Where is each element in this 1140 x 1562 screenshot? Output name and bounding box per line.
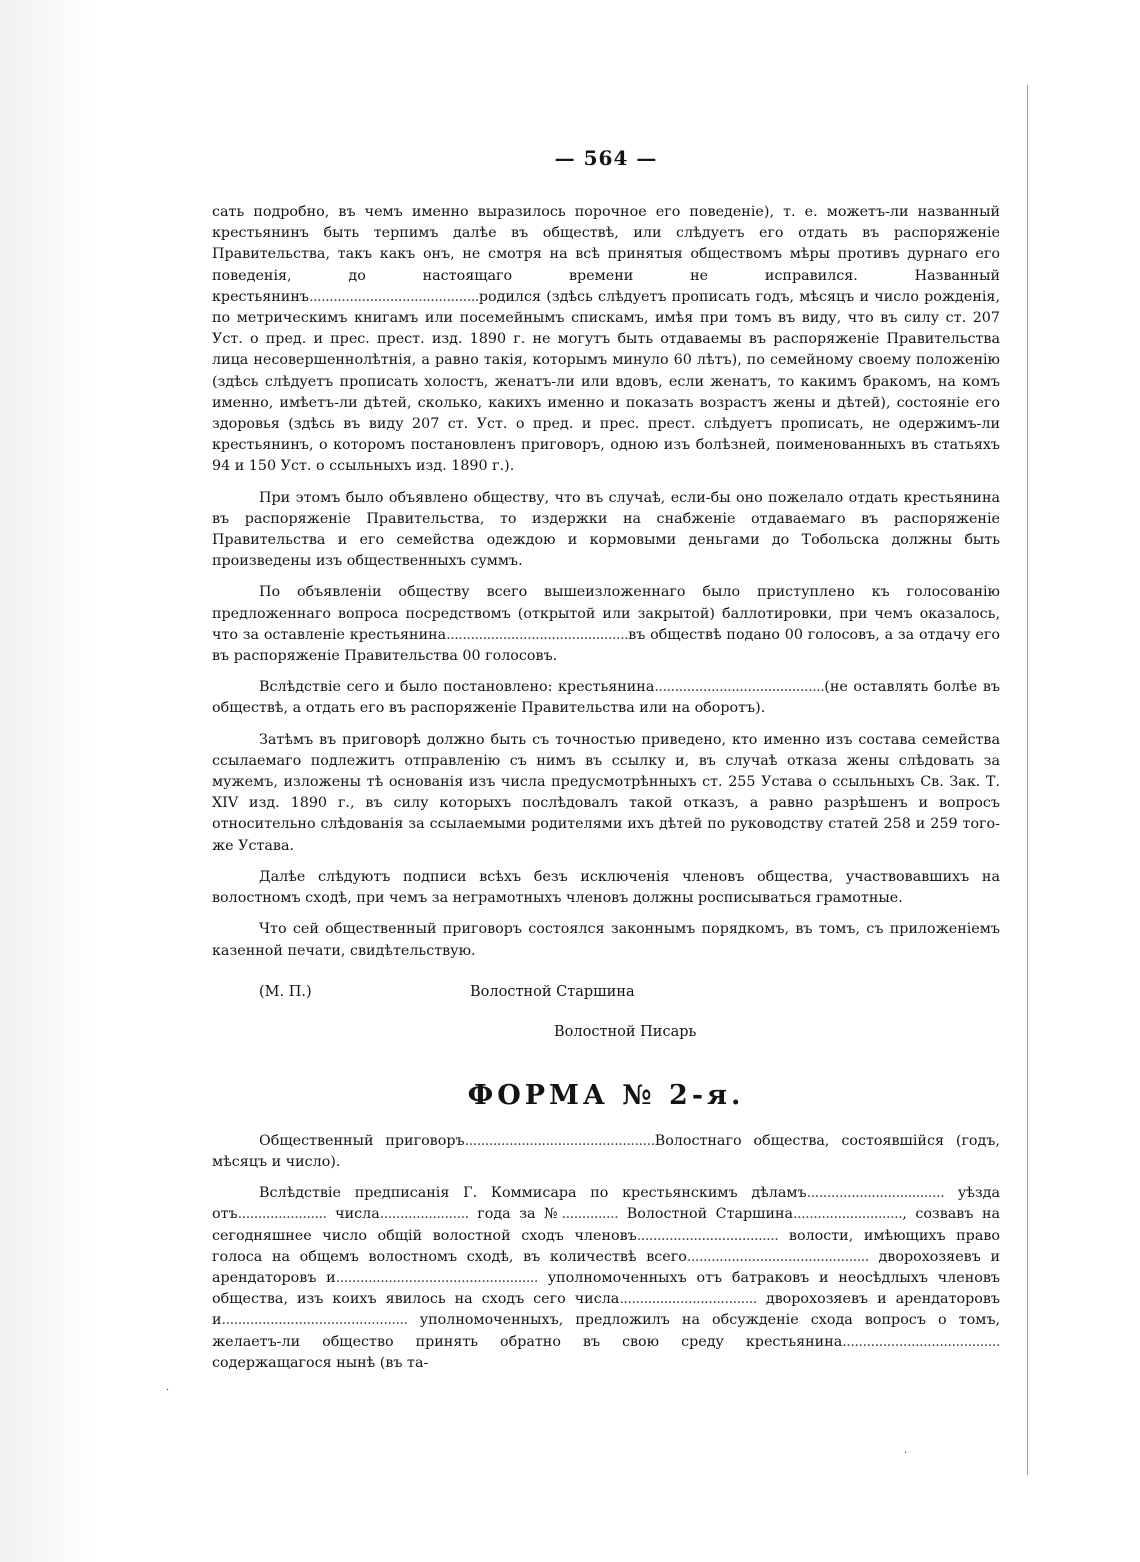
scan-edge-shadow — [0, 0, 100, 1562]
form-paragraph-1: Общественный приговоръ...............................................Волостнаго общества, состоявшійся (годъ, мѣсяцъ и число). — [212, 1132, 1000, 1170]
fill-blank: ............................................... — [464, 1132, 655, 1149]
paragraph-6: Далѣе слѣдуютъ подписи всѣхъ безъ исключенія членовъ общества, участвовавшихъ на волостномъ сходѣ, при чемъ за неграмотныхъ членовъ должны росписываться грамотные. — [212, 868, 1000, 907]
fill-blank: ........................... — [793, 1206, 903, 1223]
seal-mark: (М. П.) — [259, 983, 312, 1000]
fill-blank: .......................................... — [654, 679, 825, 696]
signature-row-2 — [212, 1024, 1000, 1080]
fill-blank: .............. — [561, 1206, 619, 1223]
fill-blank: .............................................. — [221, 1312, 408, 1329]
paragraph-3: По объявленіи обществу всего вышеизложеннаго было приступлено къ голосованію предложеннаго вопроса посредствомъ (открытой или закрытой) баллотировки, при чемъ оказалось, что за оставленіе крестьянина.............................................въ обществѣ подано 00 голосовъ, а за отдачу его въ распоряженіе Правительства 00 голосовъ. — [212, 584, 1000, 665]
fill-blank: ....................................... — [842, 1333, 1000, 1350]
form-paragraph-2: Вслѣдствіе предписанія Г. Коммисара по крестьянскимъ дѣламъ.................................. уѣзда отъ...................... числа...................... года за №.............. Волостной Старшина..........................., созвавъ на сегодняшнее число общій волостной сходъ членовъ................................... волости, имѣющихъ право голоса на общемъ волостномъ сходѣ, въ количествѣ всего............................................. дворохозяевъ и арендаторовъ и.................................................. уполномоченныхъ отъ батраковъ и неосѣдлыхъ членовъ общества, изъ коихъ явилось на сходъ сего числа.................................. дворохозяевъ и арендаторовъ и.............................................. уполномоченныхъ, предложилъ на обсужденіе схода вопросъ о томъ, желаетъ-ли общество принять обратно въ свою среду крестьянина....................................... содержащагося нынѣ (въ та- — [212, 1185, 1001, 1371]
paragraph-4: Вслѣдствіе сего и было постановлено: крестьянина..........................................(не оставлять болѣе въ обществѣ, а отдать его въ распоряженіе Правительства или на оборотъ). — [212, 679, 1000, 717]
signature-row — [212, 984, 1000, 1024]
fill-blank: .................................................. — [335, 1269, 538, 1286]
paragraph-1: сать подробно, въ чемъ именно выразилось порочное его поведеніе), т. е. можетъ-ли названный крестьянинъ быть терпимъ далѣе въ обществѣ, или слѣдуетъ его отдать въ распоряженіе Правительства, такъ какъ онъ, не смотря на всѣ принятыя обществомъ мѣры противъ дурнаго его поведенія, до настоящаго времени не исправился. Названный крестьянинъ..........................................родился (здѣсь слѣдуетъ прописать годъ, мѣсяцъ и число рожденія, по метрическимъ книгамъ или посемейнымъ спискамъ, имѣя при томъ въ виду, что въ силу ст. 207 Уст. о пред. и прес. прест. изд. 1890 г. не могутъ быть отдаваемы въ распоряженіе Правительства лица несовершеннолѣтнія, а равно такія, которымъ минуло 60 лѣтъ), по семейному своему положенію (здѣсь слѣдуетъ прописать холостъ, женатъ-ли или вдовъ, если женатъ, то какимъ бракомъ, на комъ именно, имѣетъ-ли дѣтей, сколько, какихъ именно и показать возрастъ жены и дѣтей), состояніе его здоровья (здѣсь въ виду 207 ст. Уст. о пред. и прес. прест. слѣдуетъ прописать, не одержимъ-ли крестьянинъ, о которомъ постановленъ приговоръ, одною изъ болѣзней, поименованныхъ въ статьяхъ 94 и 150 Уст. о ссыльныхъ изд. 1890 г.). — [212, 204, 1000, 475]
fill-blank: ...................... — [237, 1206, 327, 1223]
document-page — [212, 146, 1000, 1384]
fill-blank: ................................... — [636, 1227, 779, 1244]
scan-speck: · — [904, 1448, 908, 1459]
page-margin-rule — [1027, 85, 1028, 1475]
scan-speck: · — [166, 1385, 170, 1396]
page-number: — 564 — — [554, 146, 658, 170]
paragraph-2: При этомъ было объявлено обществу, что въ случаѣ, если-бы оно пожелало отдать крестьянина въ распоряженіе Правительства, то издержки на снабженіе отдаваемаго въ распоряженіе Правительства и его семейства одеждою и кормовыми деньгами до Тобольска должны быть произведены изъ общественныхъ суммъ. — [212, 489, 1000, 570]
form-title: ФОРМА № 2-я. — [467, 1079, 745, 1111]
clerk-signature: Волостной Писарь — [554, 1023, 697, 1040]
paragraph-7: Что сей общественный приговоръ состоялся законнымъ порядкомъ, въ томъ, съ приложеніемъ казенной печати, свидѣтельствую. — [212, 921, 1000, 959]
fill-blank: .......................................... — [308, 288, 479, 305]
fill-blank: ............................................. — [446, 626, 629, 643]
paragraph-5: Затѣмъ въ приговорѣ должно быть съ точностью приведено, кто именно изъ состава семейства ссылаемаго подлежитъ отправленію съ нимъ въ ссылку и, въ случаѣ отказа жены слѣдовать за мужемъ, изложены тѣ основанія изъ числа предусмотрѣнныхъ ст. 255 Устава о ссыльныхъ Св. Зак. Т. XIV изд. 1890 г., въ силу которыхъ послѣдовалъ такой отказъ, а равно разрѣшенъ и вопросъ относительно слѣдованія за ссылаемыми родителями ихъ дѣтей по руководству статей 258 и 259 того-же Устава. — [212, 731, 1000, 854]
fill-blank: ...................... — [379, 1206, 469, 1223]
elder-signature: Волостной Старшина — [470, 983, 635, 1000]
fill-blank: .................................. — [806, 1185, 945, 1202]
fill-blank: ............................................. — [686, 1248, 869, 1265]
fill-blank: .................................. — [619, 1291, 757, 1308]
